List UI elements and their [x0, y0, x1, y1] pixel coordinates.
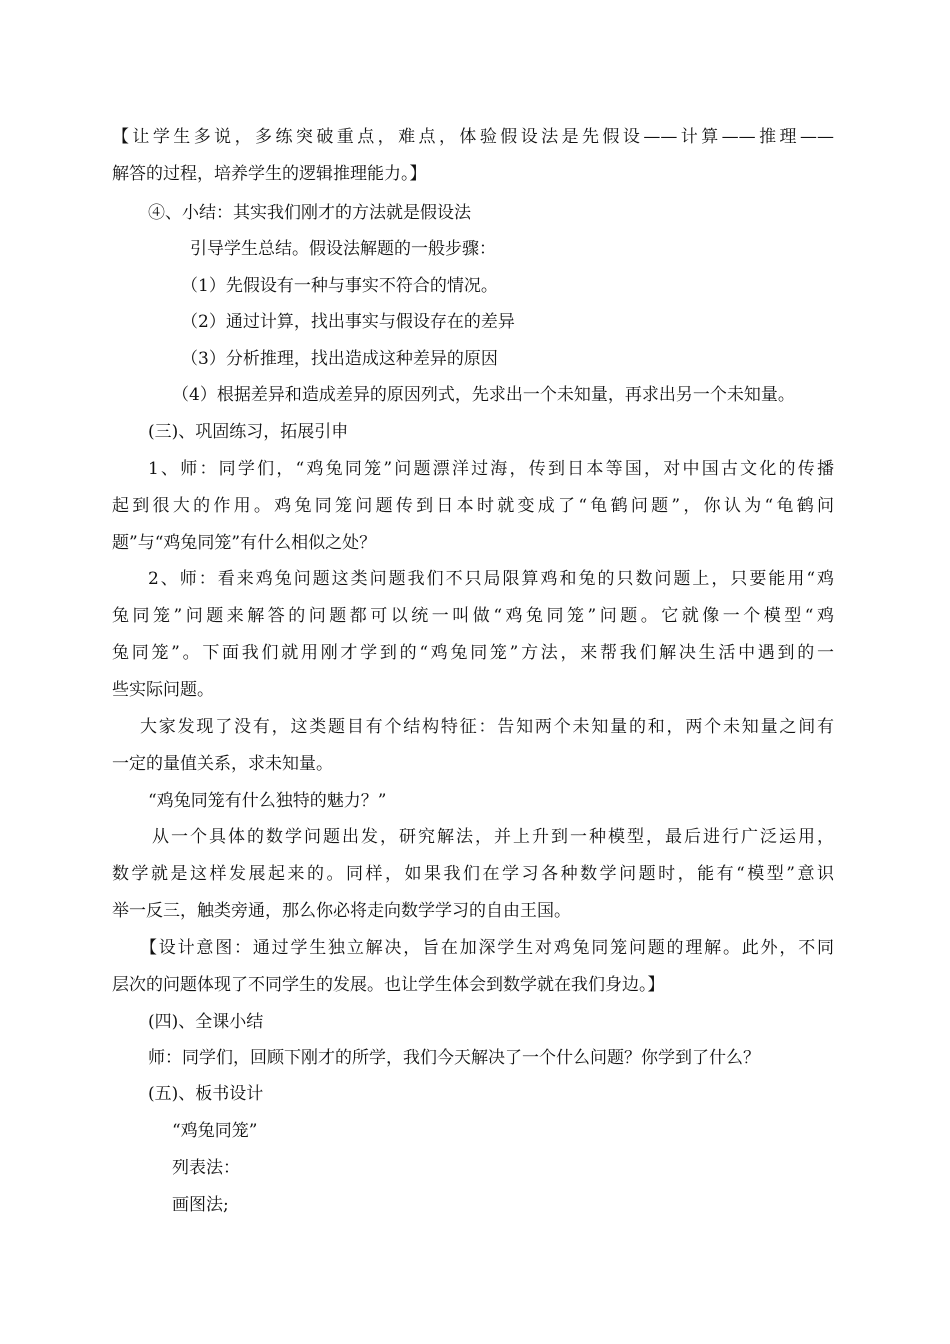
text-line: 解答的过程，培养学生的逻辑推理能力。】 — [112, 164, 427, 184]
text-line: 一定的量值关系，求未知量。 — [112, 754, 333, 774]
section-heading: (五)、板书设计 — [148, 1084, 264, 1104]
text-line: 【让学生多说，多练突破重点，难点，体验假设法是先假设——计算——推理—— — [112, 127, 834, 147]
text-line: 大家发现了没有，这类题目有个结构特征：告知两个未知量的和，两个未知量之间有 — [140, 717, 834, 737]
text-line: 起到很大的作用。鸡兔同笼问题传到日本时就变成了“龟鹤问题”，你认为“龟鹤问 — [112, 496, 834, 516]
list-item: （1）先假设有一种与事实不符合的情况。 — [181, 276, 498, 296]
text-line: 画图法; — [172, 1195, 229, 1215]
section-heading: ④、小结：其实我们刚才的方法就是假设法 — [148, 203, 471, 223]
text-line: 从一个具体的数学问题出发，研究解法，并上升到一种模型，最后进行广泛运用， — [152, 827, 834, 847]
text-line: 数学就是这样发展起来的。同样，如果我们在学习各种数学问题时，能有“模型”意识 — [112, 864, 834, 884]
list-item: （2）通过计算，找出事实与假设存在的差异 — [181, 312, 515, 332]
text-line: 引导学生总结。假设法解题的一般步骤： — [190, 239, 496, 259]
text-line: 师：同学们，回顾下刚才的所学，我们今天解决了一个什么问题？你学到了什么？ — [148, 1048, 760, 1068]
section-heading: (四)、全课小结 — [148, 1012, 264, 1032]
text-line: 举一反三，触类旁通，那么你必将走向数学学习的自由王国。 — [112, 901, 571, 921]
text-line: 题”与“鸡兔同笼”有什么相似之处？ — [112, 533, 377, 553]
text-line: 2、师：看来鸡兔问题这类问题我们不只局限算鸡和兔的只数问题上，只要能用“鸡 — [148, 569, 834, 589]
text-line: 些实际问题。 — [112, 680, 214, 700]
text-line: 列表法： — [172, 1158, 240, 1178]
section-heading: (三)、巩固练习，拓展引申 — [148, 422, 349, 442]
text-line: “鸡兔同笼” — [172, 1121, 258, 1141]
list-item: （4）根据差异和造成差异的原因列式，先求出一个未知量，再求出另一个未知量。 — [172, 385, 795, 405]
text-line: 1、师：同学们，“鸡兔同笼”问题漂洋过海，传到日本等国，对中国古文化的传播 — [148, 459, 834, 479]
list-item: （3）分析推理，找出造成这种差异的原因 — [181, 349, 498, 369]
text-line: 兔同笼”。下面我们就用刚才学到的“鸡兔同笼”方法，来帮我们解决生活中遇到的一 — [112, 643, 834, 663]
text-line: 【设计意图：通过学生独立解决，旨在加深学生对鸡兔同笼问题的理解。此外，不同 — [140, 938, 834, 958]
text-line: 层次的问题体现了不同学生的发展。也让学生体会到数学就在我们身边。】 — [112, 975, 665, 995]
text-line: “鸡兔同笼有什么独特的魅力？” — [148, 791, 387, 811]
text-line: 兔同笼”问题来解答的问题都可以统一叫做“鸡兔同笼”问题。它就像一个模型“鸡 — [112, 606, 834, 626]
